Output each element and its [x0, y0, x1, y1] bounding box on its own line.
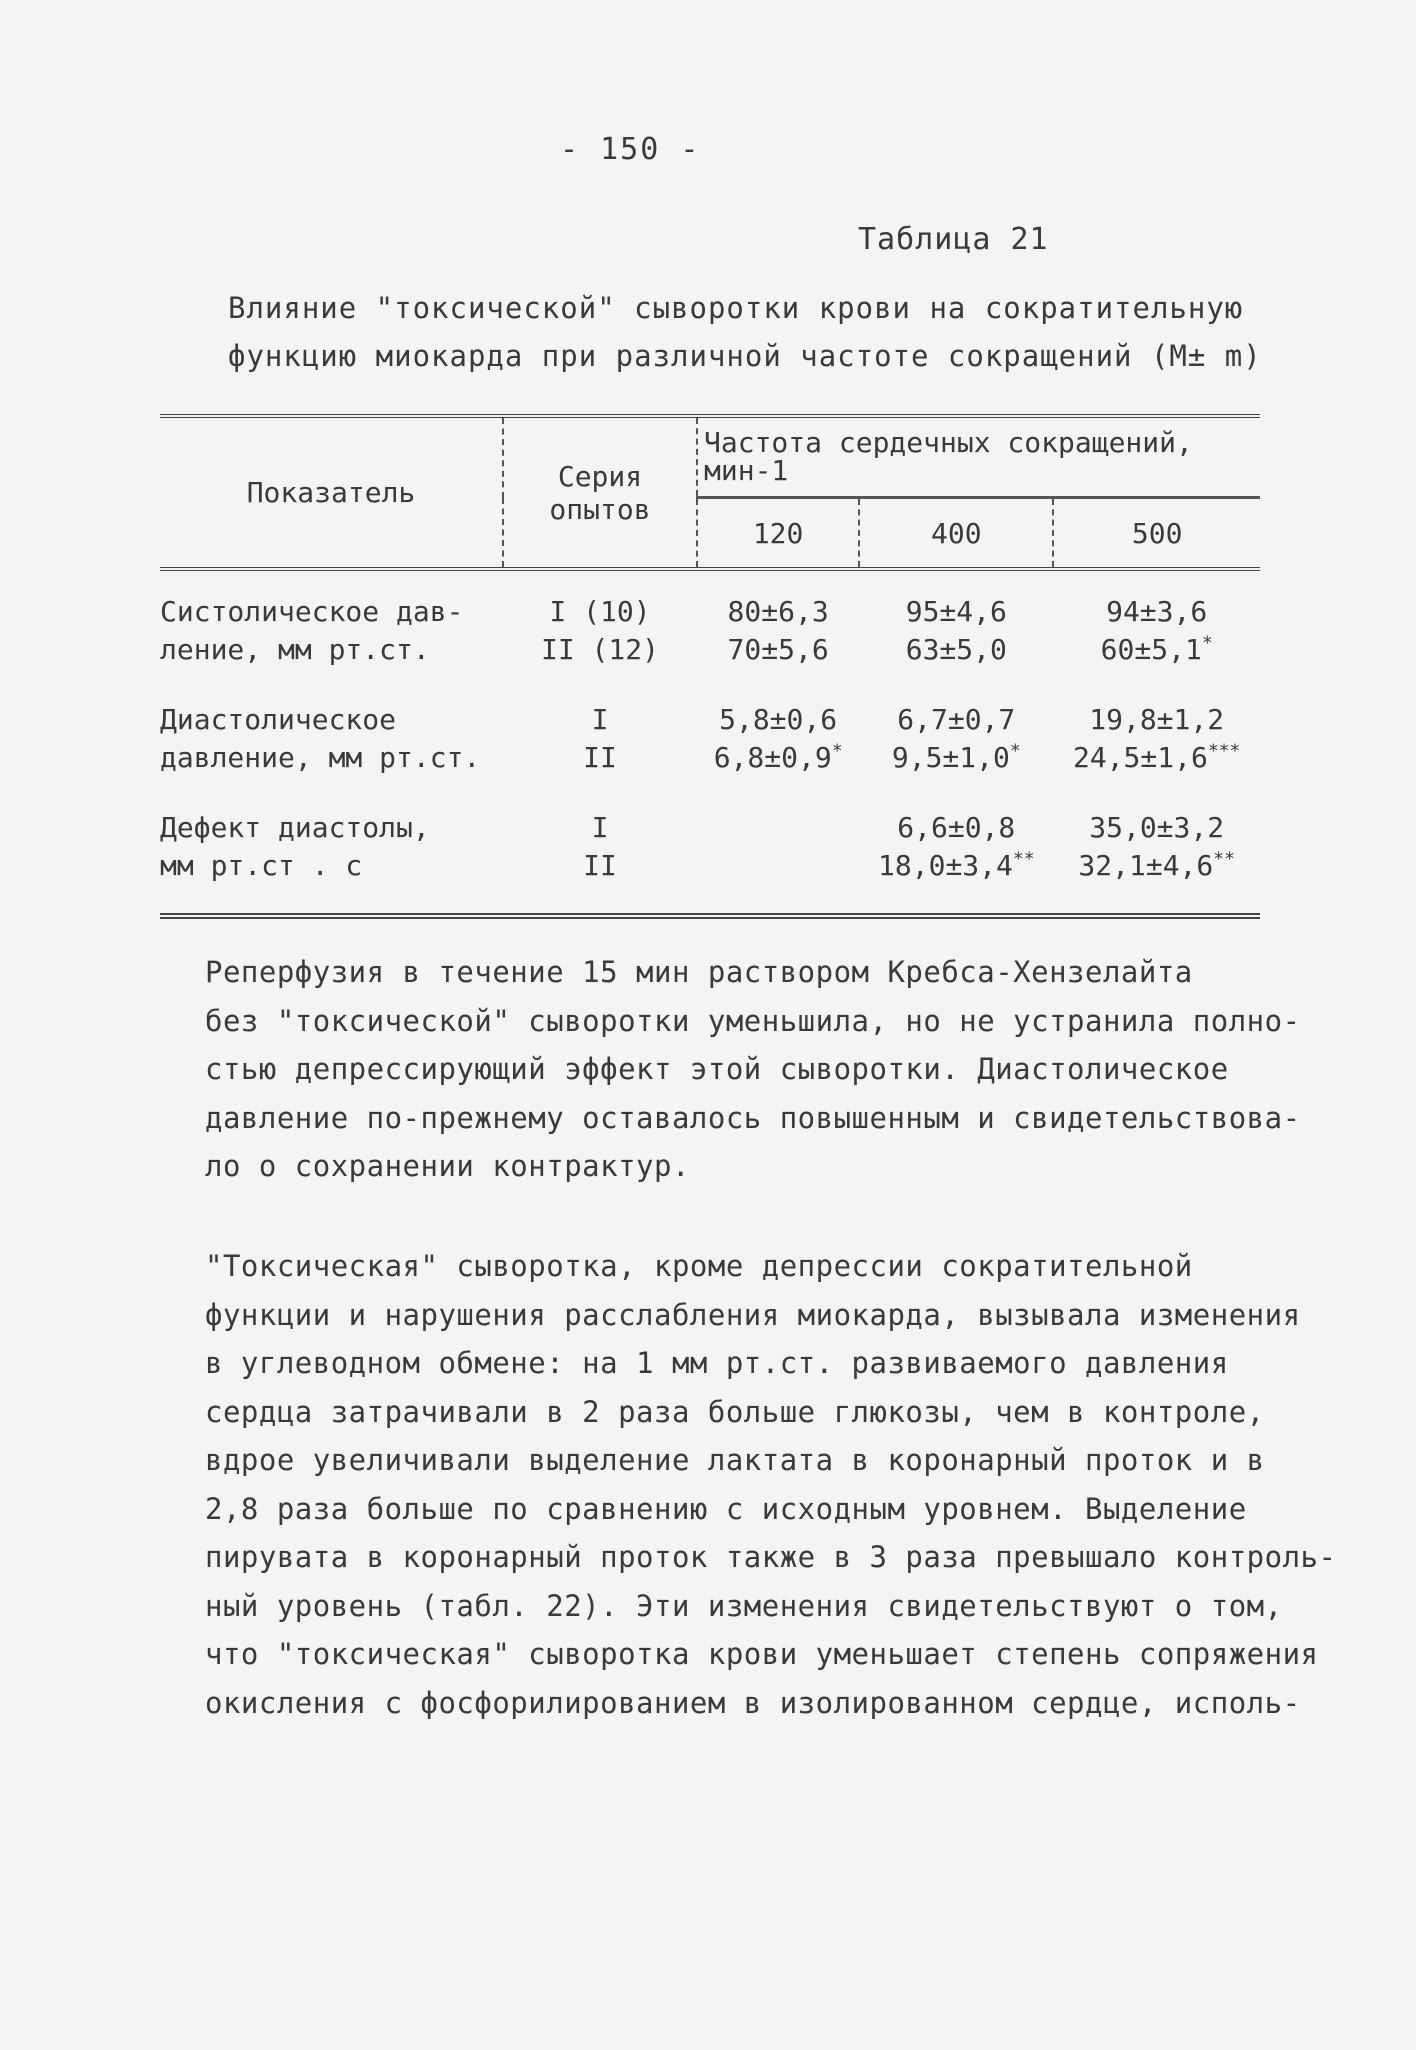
cell-value: 6,6±0,8 — [897, 811, 1016, 844]
text-line: "Токсическая" сыворотка, кроме депрессии сократительной — [205, 1249, 1193, 1283]
header-freq-120: 120 — [697, 498, 859, 570]
row-parameter-line: давление, мм рт.ст. — [160, 741, 481, 774]
cell-value: 35,0±3,2 — [1089, 811, 1225, 844]
cell-value: 32,1±4,6 — [1078, 849, 1214, 882]
text-line: сердца затрачивали в 2 раза больше глюкозы, чем в контроле, — [205, 1394, 1265, 1429]
paragraph-reperfusion — [205, 948, 1305, 1191]
page-number: - 150 - — [560, 132, 701, 167]
significance-mark: *** — [1207, 740, 1241, 762]
caption-line-1: Влияние "токсической" сыворотки крови на сократительную — [228, 291, 1244, 325]
text-line: стью депрессирующий эффект этой сыворотки. Диастолическое — [205, 1052, 1229, 1086]
data-table — [160, 414, 1260, 919]
row-parameter-line: Систолическое дав- — [160, 595, 464, 628]
header-freq-400: 400 — [859, 498, 1053, 570]
significance-mark: ** — [1213, 848, 1235, 870]
cell-value: 24,5±1,6 — [1072, 741, 1208, 774]
cell-value: 9,5±1,0 — [891, 741, 1010, 774]
table-row — [160, 683, 1260, 791]
row-parameter-line: мм рт.ст . с — [160, 849, 363, 882]
text-line: функции и нарушения расслабления миокарда, вызывала изменения — [205, 1297, 1301, 1332]
table-row — [160, 569, 1260, 683]
header-frequency: Частота сердечных сокращений, мин-1 — [704, 426, 1193, 487]
caption-line-2: функцию миокарда при различной частоте сокращений (M± m) — [228, 339, 1262, 373]
row-parameter-line: Диастолическое — [160, 703, 397, 736]
cell-value: 95±4,6 — [905, 595, 1007, 628]
text-line: окисления с фосфорилированием в изолированном сердце, исполь- — [205, 1685, 1301, 1720]
paragraph-toxic-serum — [205, 1242, 1337, 1727]
header-series: Серия опытов — [503, 416, 697, 569]
text-line: вдрое увеличивали выделение лактата в коронарный проток и в — [205, 1443, 1265, 1477]
text-line: ный уровень (табл. 22). Эти изменения свидетельствуют о том, — [205, 1588, 1283, 1623]
text-line: 2,8 раза больше по сравнению с исходным уровнем. Выделение — [205, 1491, 1247, 1526]
cell-value: 63±5,0 — [905, 633, 1007, 666]
cell-value: 60±5,1 — [1100, 633, 1202, 666]
text-line: что "токсическая" сыворотка крови уменьшает степень сопряжения — [205, 1637, 1319, 1671]
significance-mark: * — [1201, 632, 1213, 654]
text-line: Реперфузия в течение 15 мин раствором Кребса-Хензелайта — [205, 955, 1193, 989]
cell-value: 70±5,6 — [727, 633, 829, 666]
cell-value: 6,8±0,9 — [713, 741, 832, 774]
row-series: I — [591, 703, 609, 736]
cell-value: 19,8±1,2 — [1089, 703, 1225, 736]
cell-value: 94±3,6 — [1106, 595, 1208, 628]
table-row — [160, 791, 1260, 916]
row-series: I (10) — [549, 595, 651, 628]
table-caption — [228, 284, 1268, 380]
cell-value: 80±6,3 — [727, 595, 829, 628]
cell-value: 5,8±0,6 — [719, 703, 838, 736]
row-series: II (12) — [540, 633, 659, 666]
row-series: II — [583, 741, 617, 774]
text-line: давление по-прежнему оставалось повышенным и свидетельствова- — [205, 1100, 1301, 1135]
significance-mark: * — [831, 740, 843, 762]
text-line: в углеводном обмене: на 1 мм рт.ст. развиваемого давления — [205, 1346, 1229, 1380]
table-label: Таблица 21 — [858, 222, 1049, 257]
header-parameter: Показатель — [160, 416, 503, 569]
significance-mark: ** — [1012, 848, 1035, 870]
header-freq-500: 500 — [1053, 498, 1260, 570]
row-series: II — [583, 849, 617, 882]
text-line: ло о сохранении контрактур. — [205, 1149, 690, 1183]
significance-mark: * — [1009, 740, 1021, 762]
row-parameter-line: ление, мм рт.ст. — [160, 633, 430, 666]
text-line: пирувата в коронарный проток также в 3 раза превышало контроль- — [205, 1540, 1337, 1574]
row-parameter-line: Дефект диастолы, — [160, 811, 430, 844]
cell-value: 18,0±3,4 — [878, 849, 1013, 882]
row-series: I — [591, 811, 609, 844]
cell-value: 6,7±0,7 — [897, 703, 1016, 736]
text-line: без "токсической" сыворотки уменьшила, но не устранила полно- — [205, 1003, 1301, 1038]
